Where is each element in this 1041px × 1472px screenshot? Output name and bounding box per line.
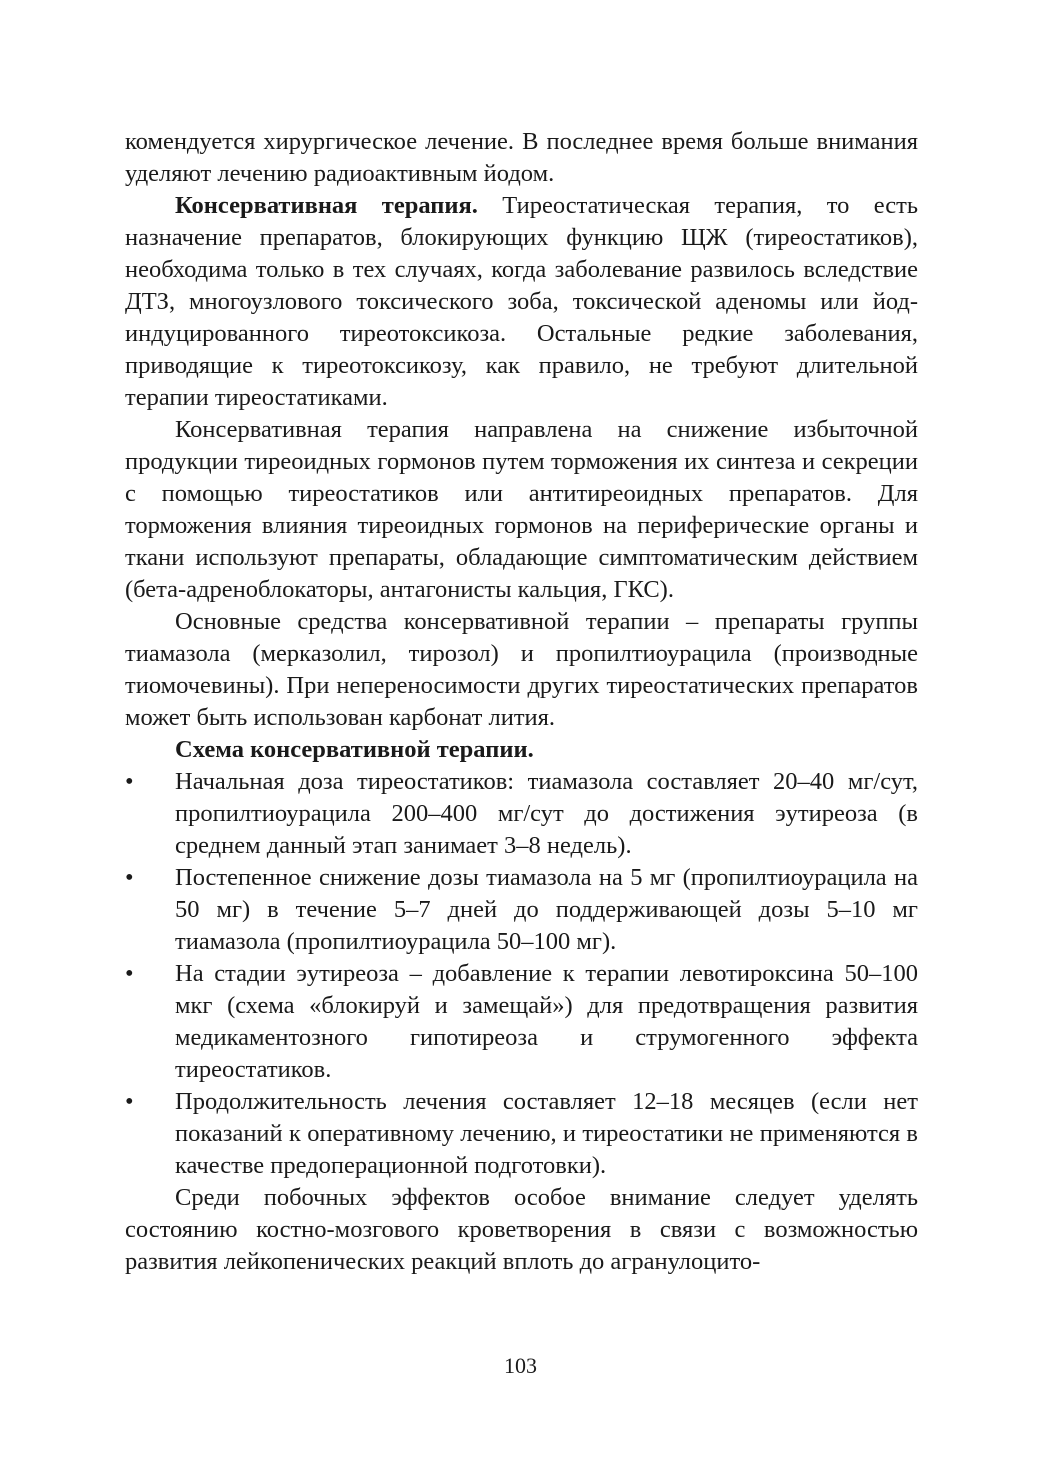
conservative-therapy-text: Тиреостатическая терапия, то есть назначение препаратов, блокирующих функцию ЩЖ (тиреостатиков), необходима только в тех случаях, когда заболевание развилось вследствие ДТЗ, многоузлового токсического зоба, токсической аденомы или йод-индуцированного тиреотоксикоза. Остальные редкие заболевания, приводящие к тиреотоксикозу, как правило, не требуют длительной терапии тиреостатиками. — [125, 192, 918, 411]
scheme-item-text: Начальная доза тиреостатиков: тиамазола составляет 20–40 мг/сут, пропилтиоурацила 200–400 мг/сут до достижения эутиреоза (в среднем данный этап занимает 3–8 недель). — [175, 768, 918, 859]
scheme-item-text: На стадии эутиреоза – добавление к терапии левотироксина 50–100 мкг (схема «блокируй и замещай») для предотвращения развития медикаментозного гипотиреоза и струмогенного эффекта тиреостатиков. — [175, 960, 918, 1083]
bullet-icon: • — [125, 960, 134, 987]
paragraph-side-effects: Среди побочных эффектов особое внимание следует уделять состоянию костно-мозгового кроветворения в связи с возможностью развития лейкопенических реакций вплоть до агранулоцито- — [125, 1184, 918, 1275]
conservative-therapy-heading: Консервативная терапия. — [175, 192, 478, 219]
scheme-heading: Схема консервативной терапии. — [175, 736, 534, 763]
scheme-item-text: Постепенное снижение дозы тиамазола на 5 мг (пропилтиоурацила на 50 мг) в течение 5–7 дней до поддерживающей дозы 5–10 мг тиамазола (пропилтиоурацила 50–100 мг). — [175, 864, 918, 955]
scheme-list — [125, 766, 918, 1182]
scheme-item-text: Продолжительность лечения составляет 12–18 месяцев (если нет показаний к оперативному лечению, и тиреостатики не применяются в качестве предоперационной подготовки). — [175, 1088, 918, 1179]
page-body — [125, 126, 918, 1278]
scheme-item-duration — [125, 1086, 918, 1182]
paragraph-main-agents: Основные средства консервативной терапии – препараты группы тиамазола (мерказолил, тирозол) и пропилтиоурацила (производные тиомочевины). При непереносимости других тиреостатических препаратов может быть использован карбонат лития. — [125, 608, 918, 731]
bullet-icon: • — [125, 768, 134, 795]
paragraph-therapy-aim: Консервативная терапия направлена на снижение избыточной продукции тиреоидных гормонов путем торможения их синтеза и секреции с помощью тиреостатиков или антитиреоидных препаратов. Для торможения влияния тиреоидных гормонов на периферические органы и ткани используют препараты, обладающие симптоматическим действием (бета-адреноблокаторы, антагонисты кальция, ГКС). — [125, 416, 918, 603]
paragraph-surgical-treatment: комендуется хирургическое лечение. В последнее время больше внимания уделяют лечению радиоактивным йодом. — [125, 128, 918, 187]
scheme-item-euthyroid-stage — [125, 958, 918, 1086]
page-number: 103 — [504, 1353, 537, 1378]
bullet-icon: • — [125, 1088, 134, 1115]
bullet-icon: • — [125, 864, 134, 891]
scheme-item-initial-dose — [125, 766, 918, 862]
paragraph-conservative-therapy — [125, 190, 918, 414]
scheme-item-dose-reduction — [125, 862, 918, 958]
